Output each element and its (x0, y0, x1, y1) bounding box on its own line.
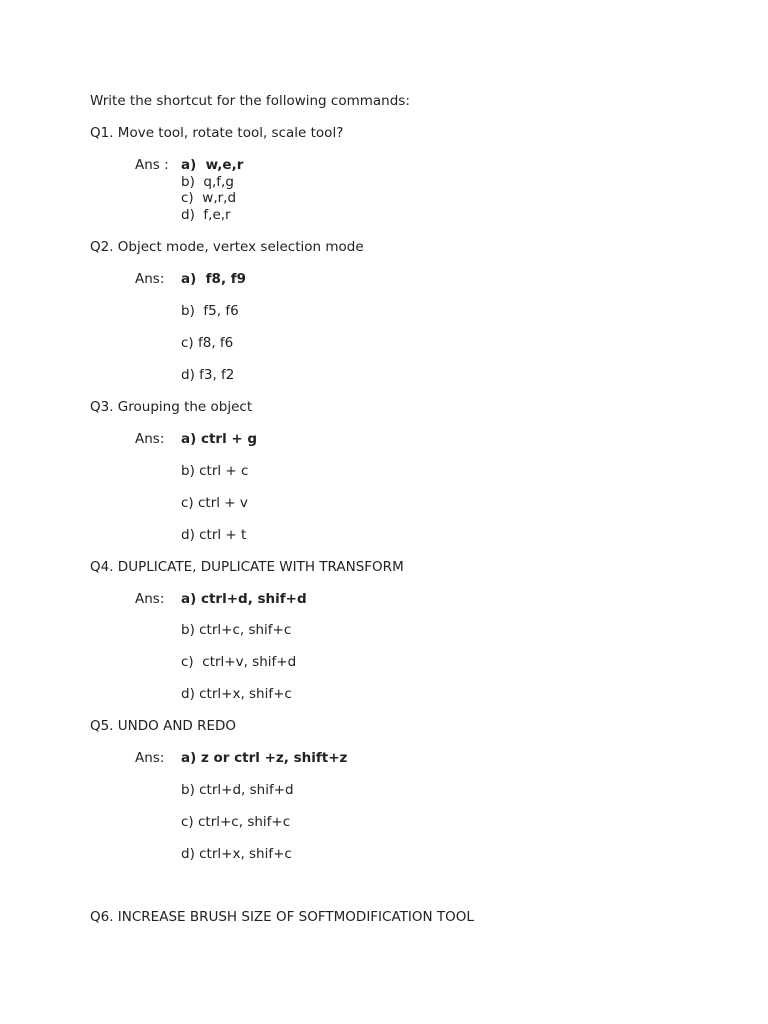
q5-option-b: b) ctrl+d, shif+d (181, 782, 294, 798)
question-2: Q2. Object mode, vertex selection mode (90, 239, 364, 255)
question-5: Q5. UNDO AND REDO (90, 718, 237, 734)
q1-option-c: c) w,r,d (181, 190, 237, 206)
answer-label-1: Ans : (135, 157, 169, 173)
q1-option-d: d) f,e,r (181, 207, 231, 223)
q1-option-a: a) w,e,r (181, 157, 244, 173)
q4-option-a: a) ctrl+d, shif+d (181, 591, 307, 607)
q5-option-c: c) ctrl+c, shif+c (181, 814, 291, 830)
answer-label-5: Ans: (135, 750, 165, 766)
answer-label-4: Ans: (135, 591, 165, 607)
q2-option-a: a) f8, f9 (181, 271, 247, 287)
q4-option-c: c) ctrl+v, shif+d (181, 654, 297, 670)
q3-option-b: b) ctrl + c (181, 463, 249, 479)
q2-option-b: b) f5, f6 (181, 303, 239, 319)
answer-label-3: Ans: (135, 431, 165, 447)
q5-option-d: d) ctrl+x, shif+c (181, 846, 292, 862)
q4-option-b: b) ctrl+c, shif+c (181, 622, 292, 638)
q5-option-a: a) z or ctrl +z, shift+z (181, 750, 348, 766)
q2-option-c: c) f8, f6 (181, 335, 234, 351)
question-4: Q4. DUPLICATE, DUPLICATE WITH TRANSFORM (90, 559, 404, 575)
q4-option-d: d) ctrl+x, shif+c (181, 686, 292, 702)
question-1: Q1. Move tool, rotate tool, scale tool? (90, 125, 344, 141)
question-3: Q3. Grouping the object (90, 399, 253, 415)
question-6: Q6. INCREASE BRUSH SIZE OF SOFTMODIFICATION TOOL (90, 909, 474, 925)
q3-option-a: a) ctrl + g (181, 431, 258, 447)
q3-option-d: d) ctrl + t (181, 527, 247, 543)
q2-option-d: d) f3, f2 (181, 367, 235, 383)
answer-label-2: Ans: (135, 271, 165, 287)
q3-option-c: c) ctrl + v (181, 495, 248, 511)
q1-option-b: b) q,f,g (181, 174, 234, 190)
intro-text: Write the shortcut for the following commands: (90, 93, 410, 109)
